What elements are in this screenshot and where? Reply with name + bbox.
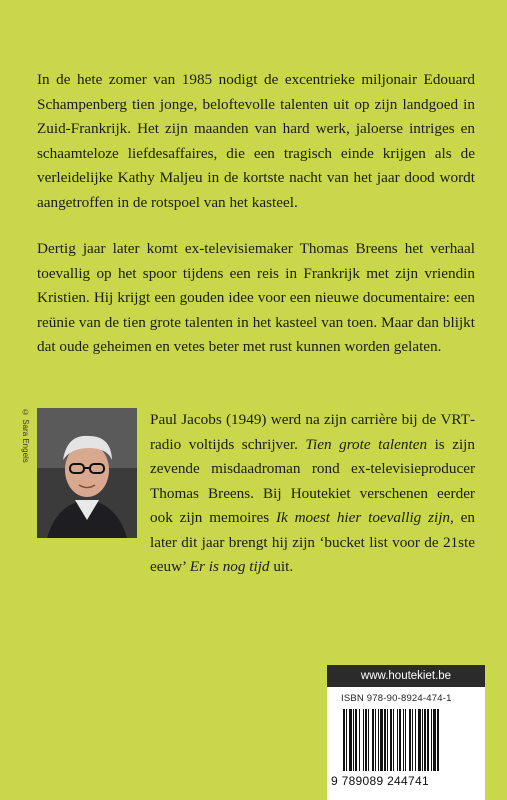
barcode-bar xyxy=(403,709,404,771)
barcode-bar xyxy=(427,709,429,771)
blurb-paragraph-1: In de hete zomer van 1985 nodigt de excentrieke miljonair Edouard Schampenberg tien jonge, beloftevolle talenten uit op zijn landgoed in Zuid-Frankrijk. Het zijn maanden van hard werk, jaloerse intriges en schaamteloze liefdesaffaires, die een tragisch einde krijgen als de verleidelijke Kathy Maljeu in de kortste nacht van het jaar dood wordt aangetroffen in de rotspoel van het kasteel. xyxy=(37,71,475,211)
barcode-bar xyxy=(405,709,406,771)
barcode-bar xyxy=(365,709,367,771)
barcode-bar xyxy=(349,709,352,771)
barcode-bar xyxy=(431,709,432,771)
barcode-bar xyxy=(384,709,386,771)
barcode-bar xyxy=(378,709,379,771)
barcode-bar xyxy=(415,709,416,771)
barcode-bar xyxy=(380,709,383,771)
barcode-bar xyxy=(368,709,369,771)
barcode-bar xyxy=(346,709,347,771)
barcode-bar xyxy=(422,709,423,771)
barcode-box xyxy=(327,665,485,800)
author-photo xyxy=(37,408,137,538)
barcode-bar xyxy=(359,709,360,771)
barcode-bar xyxy=(393,709,394,771)
author-bio: Paul Jacobs (1949) werd na zijn carrière bij de VRT-radio voltijds schrijver. Tien grote talenten is zijn zevende misdaadroman rond ex-televisieproducer Thomas Breens. Bij Houtekiet verschenen eerder ook zijn memoires Ik moest hier toevallig zijn, en later dit jaar brengt hij zijn ‘bucket list voor de 21ste eeuw’ Er is nog tijd uit. xyxy=(150,411,475,575)
barcode-digits: 9 789089 244741 xyxy=(331,774,429,788)
barcode-bar xyxy=(437,709,439,771)
barcode-bar xyxy=(424,709,426,771)
photo-credit: © Sara Engels xyxy=(21,408,30,463)
barcode-bar xyxy=(353,709,354,771)
barcode-bar xyxy=(355,709,357,771)
barcode-bar xyxy=(343,709,345,771)
blurb-paragraph-2: Dertig jaar later komt ex-televisiemaker Thomas Breens het verhaal toevallig op het spoor tijdens een reis in Frankrijk met zijn vriendin Kristien. Hij krijgt een gouden idee voor een nieuwe documentaire: een reünie van de tien grote talenten in het kasteel van toen. Maar dan blijkt dat oude geheimen en vetes beter met rust kunnen worden gelaten. xyxy=(37,240,475,355)
barcode-bar xyxy=(375,709,376,771)
barcode-bar xyxy=(363,709,364,771)
barcode-bar xyxy=(412,709,413,771)
barcode-bar xyxy=(387,709,388,771)
barcode-bar xyxy=(399,709,401,771)
barcode-bar xyxy=(418,709,421,771)
barcode-bar xyxy=(409,709,411,771)
publisher-website: www.houtekiet.be xyxy=(327,665,485,687)
barcode-bar xyxy=(433,709,436,771)
isbn-label: ISBN 978-90-8924-474-1 xyxy=(341,693,452,704)
barcode-bar xyxy=(397,709,398,771)
barcode xyxy=(341,709,471,771)
barcode-bar xyxy=(390,709,392,771)
barcode-bar xyxy=(372,709,374,771)
